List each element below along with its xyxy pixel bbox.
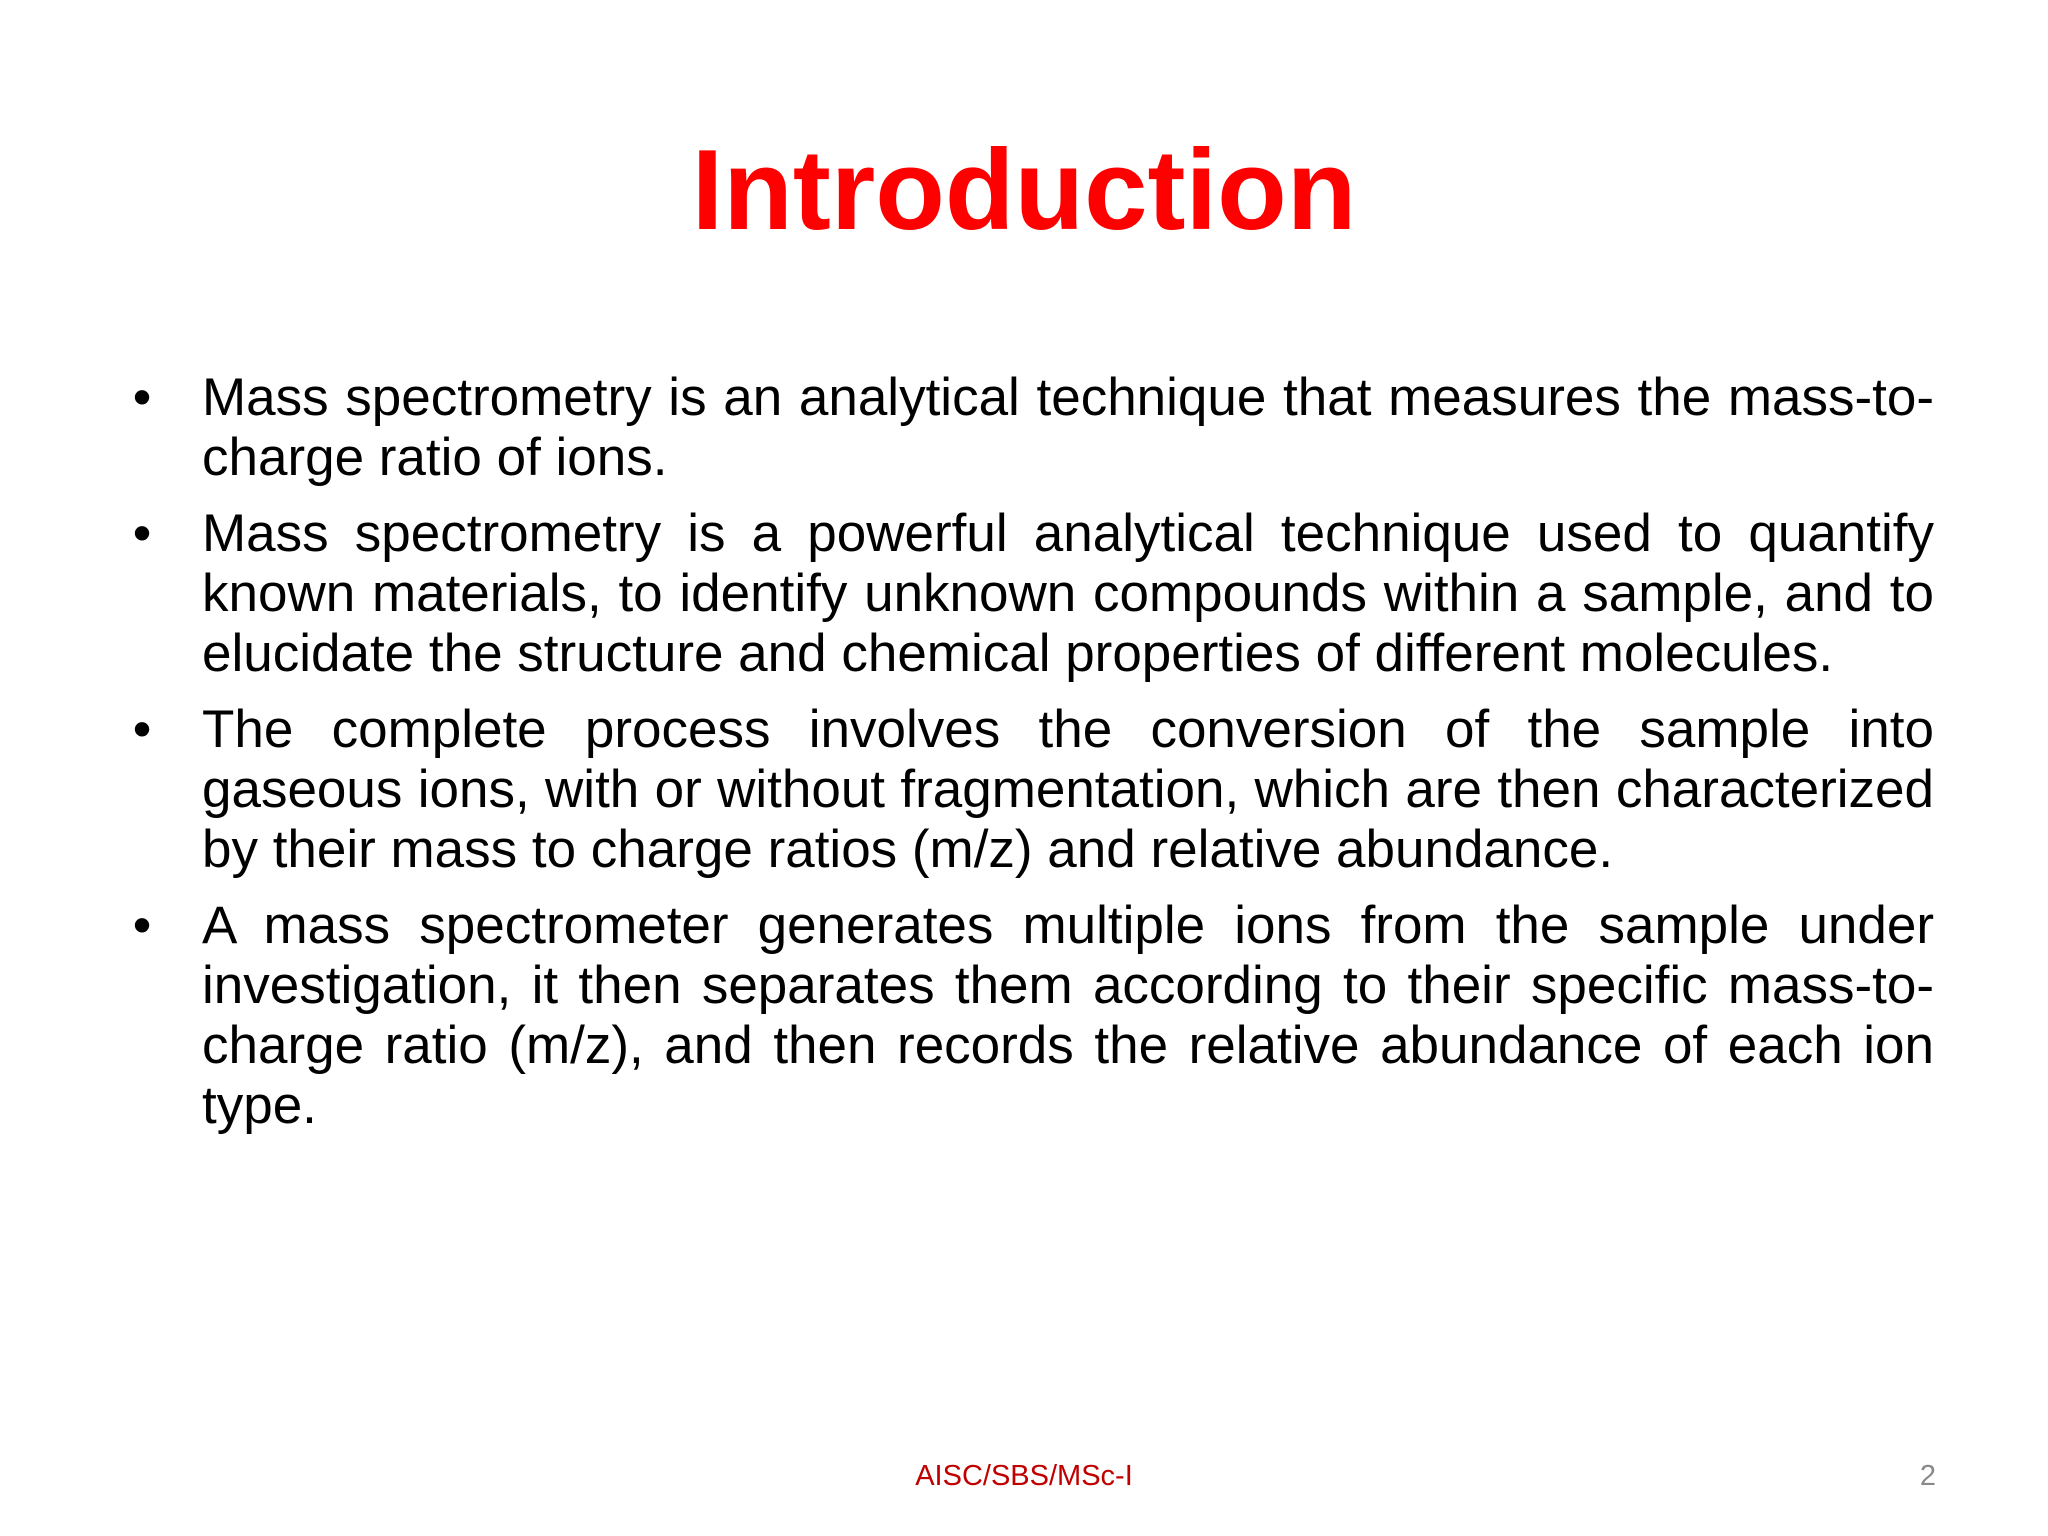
bullet-text: Mass spectrometry is a powerful analytical technique used to quantify known materials, to identify unknown compounds within a sample, and to elucidate the structure and chemical properties of different molecules. <box>202 504 1934 683</box>
bullet-text: Mass spectrometry is an analytical technique that measures the mass-to-charge ratio of ions. <box>202 368 1934 487</box>
page-number: 2 <box>1919 1460 1936 1492</box>
bullet-icon: • <box>132 896 152 955</box>
bullet-list <box>122 368 1934 1152</box>
slide-footer: AISC/SBS/MSc-I <box>915 1460 1133 1492</box>
bullet-icon: • <box>132 504 152 563</box>
slide-title: Introduction <box>691 127 1357 254</box>
bullet-item-1 <box>122 368 1934 488</box>
bullet-text: The complete process involves the conversion of the sample into gaseous ions, with or without fragmentation, which are then characterized by their mass to charge ratios (m/z) and relative abundance. <box>202 700 1934 879</box>
bullet-item-4 <box>122 896 1934 1136</box>
bullet-item-2 <box>122 504 1934 684</box>
bullet-text: A mass spectrometer generates multiple ions from the sample under investigation, it then separates them according to their specific mass-to-charge ratio (m/z), and then records the relative abundance of each ion type. <box>202 896 1934 1135</box>
bullet-item-3 <box>122 700 1934 880</box>
bullet-icon: • <box>132 368 152 427</box>
bullet-icon: • <box>132 700 152 759</box>
